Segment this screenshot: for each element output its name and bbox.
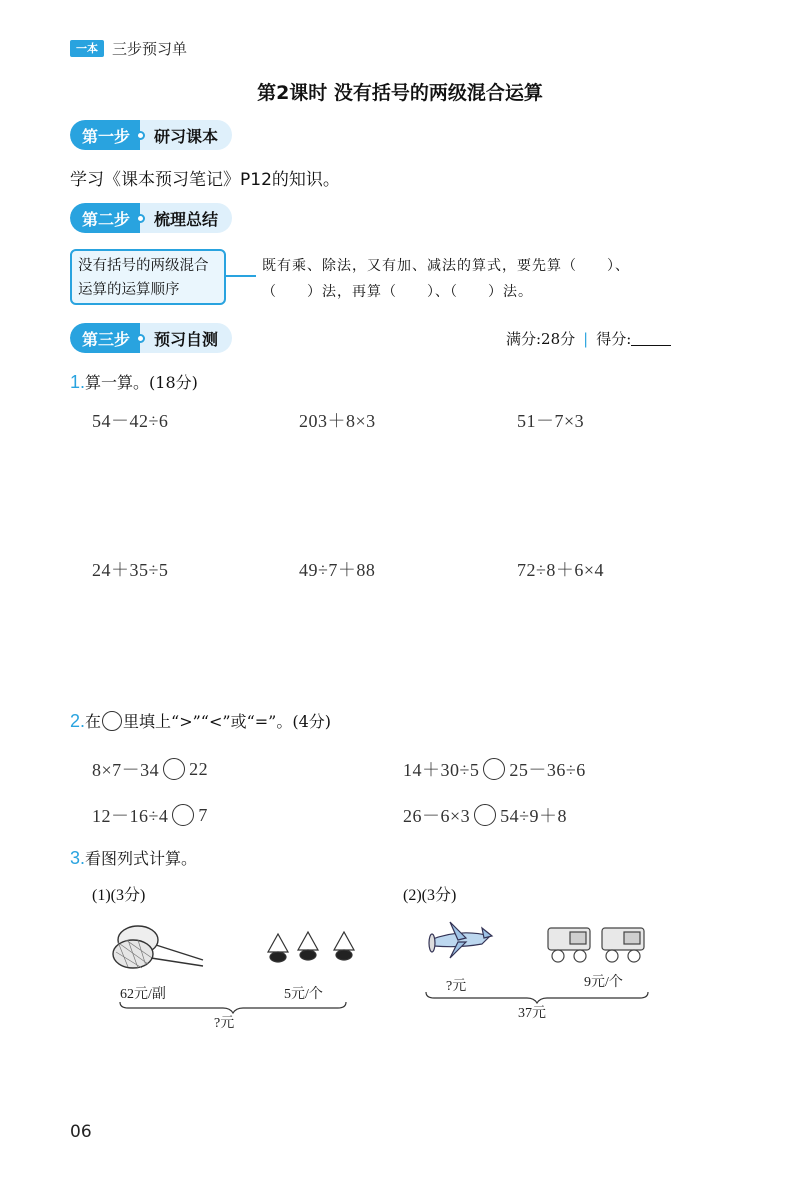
lesson-title: 第2课时 没有括号的两级混合运算 xyxy=(257,82,543,104)
circle-icon xyxy=(102,711,122,731)
summary-line-2: （ ）法，再算（ ）、（ ）法。 xyxy=(262,284,533,300)
compare-left: 26－6×3 xyxy=(403,806,471,826)
step1-banner xyxy=(70,120,232,150)
q3-title: 看图列式计算。 xyxy=(85,849,198,868)
q3-number: 3. xyxy=(70,848,86,868)
compare-left: 8×7－34 xyxy=(92,760,160,780)
compare-item xyxy=(403,802,567,828)
shuttlecock-icon xyxy=(334,932,354,960)
summary-box: 没有括号的两级混合运算的运算顺序 xyxy=(70,249,226,305)
score-area: 满分:28分 | 得分: xyxy=(506,328,671,349)
q1-expr: 51－7×3 xyxy=(517,411,585,431)
dot-icon xyxy=(136,214,145,223)
price-shuttlecock: 5元/个 xyxy=(284,987,323,1002)
q1-expr: 72÷8＋6×4 xyxy=(517,560,605,580)
brand-logo: 一本 xyxy=(70,40,104,57)
shuttlecock-icon xyxy=(268,934,288,962)
q3-heading xyxy=(70,846,197,869)
compare-right: 22 xyxy=(189,758,209,779)
compare-circle[interactable] xyxy=(483,758,505,780)
price-racket: 62元/副 xyxy=(120,987,166,1002)
step3-name: 预习自测 xyxy=(154,329,219,349)
q1-number: 1. xyxy=(70,372,86,392)
q2-heading xyxy=(70,709,331,732)
total-part1: ?元 xyxy=(214,1016,235,1031)
step3-banner xyxy=(70,323,232,353)
step1-name: 研习课本 xyxy=(154,126,219,146)
full-score: 满分:28分 xyxy=(506,330,576,348)
dot-icon xyxy=(136,131,145,140)
step2-name: 梳理总结 xyxy=(154,209,219,229)
step2-label: 第二步 xyxy=(70,203,140,233)
score-label: 得分: xyxy=(596,330,632,348)
q1-expr: 49÷7＋88 xyxy=(299,560,376,580)
score-blank[interactable] xyxy=(631,330,671,346)
shuttlecock-icon xyxy=(298,932,318,960)
compare-left: 14＋30÷5 xyxy=(403,760,480,780)
series-title: 三步预习单 xyxy=(112,40,188,58)
q2-number: 2. xyxy=(70,711,86,731)
dot-icon xyxy=(136,334,145,343)
q3-part2-illustration xyxy=(420,912,670,974)
q1-expr: 24＋35÷5 xyxy=(92,560,169,580)
compare-item xyxy=(92,802,208,828)
total-part2: 37元 xyxy=(518,1006,546,1021)
step2-banner xyxy=(70,203,232,233)
compare-circle[interactable] xyxy=(474,804,496,826)
summary-line-1: 既有乘、除法，又有加、减法的算式，要先算（ ）、 xyxy=(262,258,630,274)
q1-expr: 54－42÷6 xyxy=(92,411,169,431)
price-plane: ?元 xyxy=(446,979,467,994)
q3-part2-label: (2)(3分) xyxy=(403,887,457,904)
q3-part1-illustration xyxy=(108,912,378,982)
page-number: 06 xyxy=(70,1122,92,1142)
step1-label: 第一步 xyxy=(70,120,140,150)
step3-label: 第三步 xyxy=(70,323,140,353)
truck-icon xyxy=(548,928,590,962)
compare-left: 12－16÷4 xyxy=(92,806,169,826)
compare-right: 7 xyxy=(198,804,208,825)
summary-connector xyxy=(226,275,256,277)
q3-part1-label: (1)(3分) xyxy=(92,887,146,904)
compare-right: 54÷9＋8 xyxy=(500,806,568,826)
step1-text: 学习《课本预习笔记》P12的知识。 xyxy=(70,170,340,190)
compare-item xyxy=(403,756,586,782)
racket-icon xyxy=(113,926,203,968)
q2-title-post: 里填上“>”“<”或“=”。(4分) xyxy=(123,712,331,731)
compare-circle[interactable] xyxy=(172,804,194,826)
q2-title-pre: 在 xyxy=(85,712,102,731)
compare-right: 25－36÷6 xyxy=(509,760,586,780)
q1-heading xyxy=(70,370,198,393)
compare-circle[interactable] xyxy=(163,758,185,780)
q1-title: 算一算。(18分) xyxy=(85,373,198,392)
airplane-icon xyxy=(429,922,492,958)
q1-expr: 203＋8×3 xyxy=(299,411,376,431)
price-truck: 9元/个 xyxy=(584,975,623,990)
compare-item xyxy=(92,756,208,782)
truck-icon xyxy=(602,928,644,962)
